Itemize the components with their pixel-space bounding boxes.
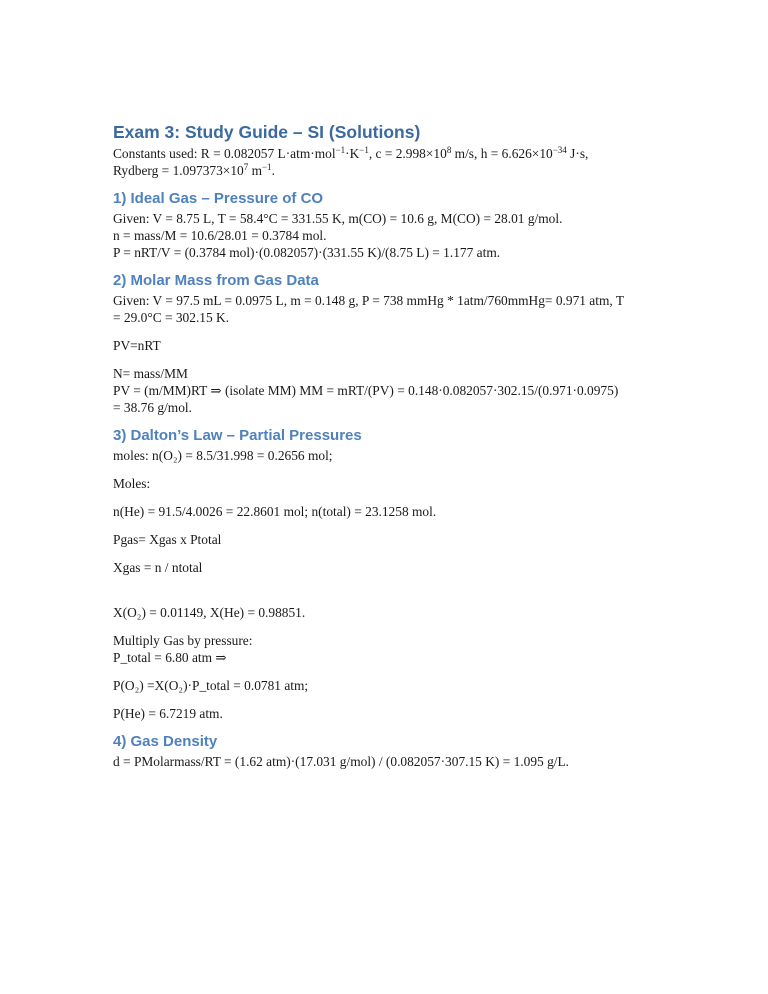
constants-text: J·s, [566,146,589,161]
section-1-heading: 1) Ideal Gas – Pressure of CO [113,190,324,207]
section-3-heading: 3) Dalton’s Law – Partial Pressures [113,427,362,444]
section-3-line: P(O₂) =X(O₂)·P_total = 0.0781 atm; [113,678,309,693]
section-3-line: Xgas = n / ntotal [113,560,203,575]
constants-text: . [271,163,275,178]
section-1-line: n = mass/M = 10.6/28.01 = 0.3784 mol. [113,228,327,243]
section-2-line: N= mass/MM [113,366,188,381]
constants-text: m/s, h = 6.626×10 [451,146,553,161]
section-2-line: Given: V = 97.5 mL = 0.0975 L, m = 0.148 g, P = 738 mmHg * 1atm/760mmHg= 0.971 atm, T [113,293,625,308]
section-3-line: n(He) = 91.5/4.0026 = 22.8601 mol; n(total) = 23.1258 mol. [113,504,437,519]
constants-line-1 [113,145,673,162]
section-4-heading: 4) Gas Density [113,733,218,750]
section-2-line: PV = (m/MM)RT ⇒ (isolate MM) MM = mRT/(PV) = 0.148·0.082057·302.15/(0.971·0.0975) [113,383,619,398]
section-3-line: moles: n(O₂) = 8.5/31.998 = 0.2656 mol; [113,448,333,463]
section-4-line: d = PMolarmass/RT = (1.62 atm)·(17.031 g/mol) / (0.082057·307.15 K) = 1.095 g/L. [113,754,570,769]
section-3-line: Moles: [113,476,151,491]
section-3-line: Multiply Gas by pressure: [113,633,253,648]
constants-line-2 [113,162,673,179]
section-1-line: Given: V = 8.75 L, T = 58.4°C = 331.55 K, m(CO) = 10.6 g, M(CO) = 28.01 g/mol. [113,211,563,226]
superscript: −34 [552,145,567,155]
section-3-line: X(O₂) = 0.01149, X(He) = 0.98851. [113,605,306,620]
constants-text: Constants used: R = 0.082057 L·atm·mol [113,146,336,161]
section-2-heading: 2) Molar Mass from Gas Data [113,272,319,289]
section-2-line: = 38.76 g/mol. [113,400,192,415]
constants-text: ·K [345,146,360,161]
constants-text: m [248,163,263,178]
superscript: 7 [243,162,249,172]
document-body [113,121,673,770]
page-title: Exam 3: Study Guide – SI (Solutions) [113,122,421,142]
constants-text: Rydberg = 1.097373×10 [113,163,244,178]
section-3-line: Pgas= Xgas x Ptotal [113,532,222,547]
section-3-line: P(He) = 6.7219 atm. [113,706,223,721]
superscript: −1 [359,145,369,155]
superscript: −1 [262,162,272,172]
section-3-line: P_total = 6.80 atm ⇒ [113,650,227,665]
superscript: −1 [335,145,346,155]
constants-text: , c = 2.998×10 [368,146,447,161]
section-2-line: = 29.0°C = 302.15 K. [113,310,230,325]
section-1-line: P = nRT/V = (0.3784 mol)·(0.082057)·(331.55 K)/(8.75 L) = 1.177 atm. [113,245,501,260]
superscript: 8 [446,145,452,155]
section-2-line: PV=nRT [113,338,161,353]
